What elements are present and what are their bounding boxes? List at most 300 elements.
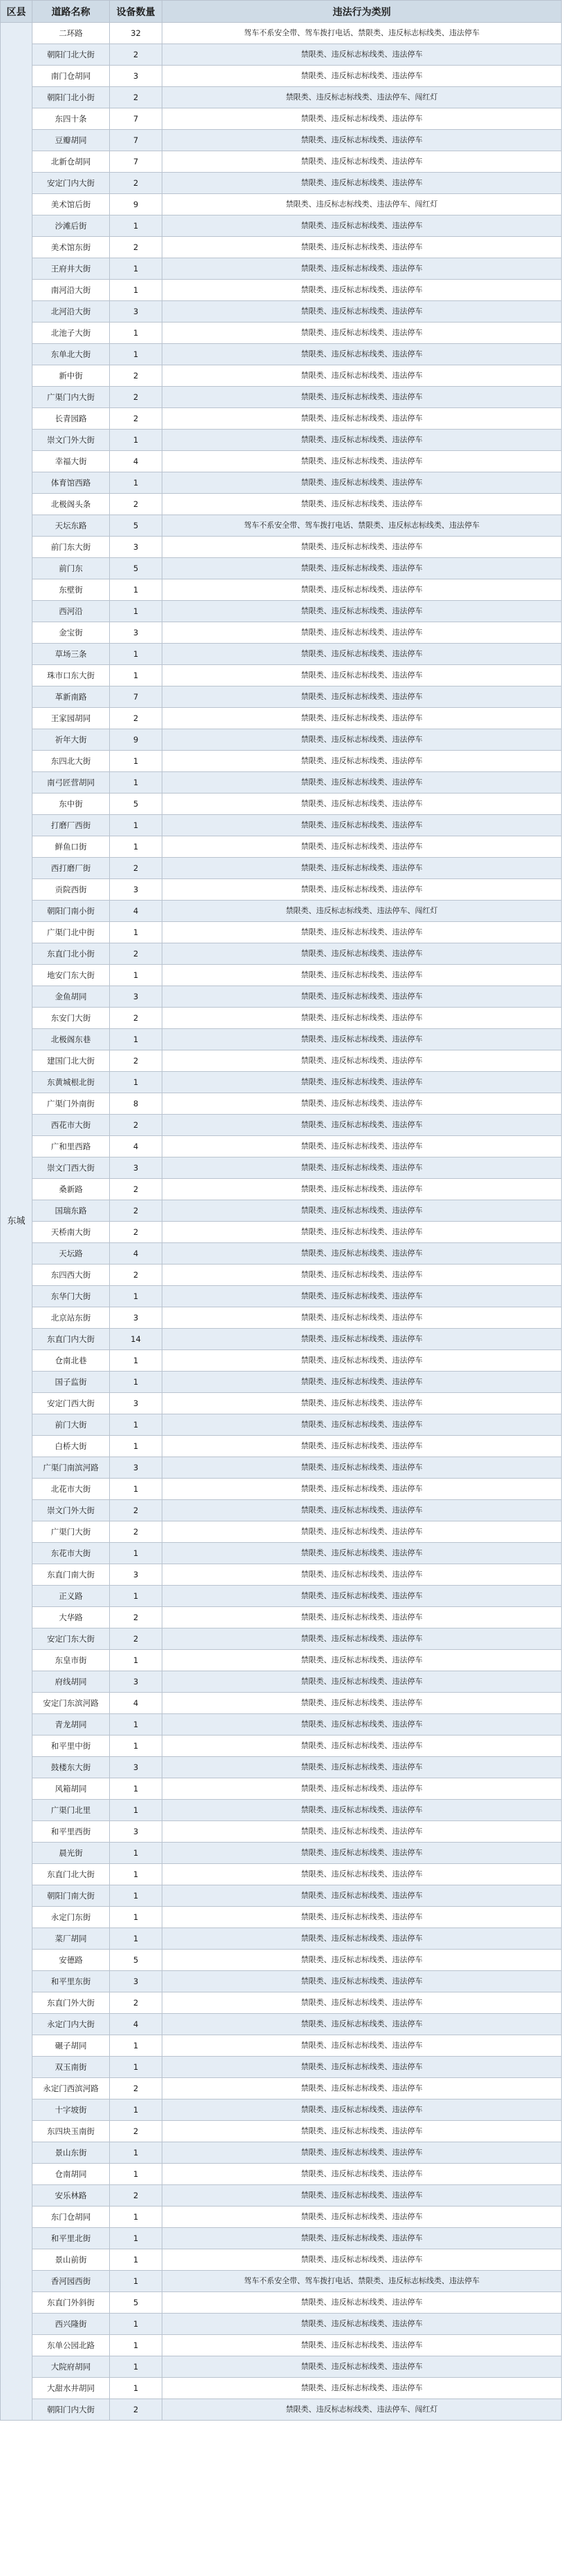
table-row (1, 1607, 562, 1628)
violation-category-cell: 禁限类、违反标志标线类、违法停车 (162, 836, 562, 858)
table-row (1, 879, 562, 901)
device-count-cell: 2 (110, 2078, 162, 2099)
violation-category-cell: 禁限类、违反标志标线类、违法停车 (162, 1800, 562, 1821)
road-name-cell: 和平里西街 (32, 1821, 110, 1843)
device-count-cell: 1 (110, 2249, 162, 2271)
violation-category-cell: 禁限类、违反标志标线类、违法停车 (162, 1414, 562, 1436)
violation-category-cell: 禁限类、违反标志标线类、违法停车 (162, 408, 562, 430)
table-row (1, 1372, 562, 1393)
table-row (1, 1821, 562, 1843)
road-name-cell: 东壁街 (32, 579, 110, 601)
table-row (1, 1757, 562, 1778)
road-name-cell: 大院府胡同 (32, 2356, 110, 2378)
device-count-cell: 3 (110, 1457, 162, 1479)
road-name-cell: 北花市大街 (32, 1479, 110, 1500)
table-row (1, 601, 562, 622)
road-name-cell: 豆瓣胡同 (32, 130, 110, 151)
device-count-cell: 1 (110, 1907, 162, 1928)
device-count-cell: 1 (110, 2314, 162, 2335)
violation-category-cell: 禁限类、违反标志标线类、违法停车 (162, 280, 562, 301)
device-count-cell: 1 (110, 215, 162, 237)
device-count-cell: 2 (110, 408, 162, 430)
table-row (1, 2249, 562, 2271)
road-name-cell: 广渠门南滨河路 (32, 1457, 110, 1479)
violation-category-cell: 禁限类、违反标志标线类、违法停车 (162, 1479, 562, 1500)
device-count-cell: 2 (110, 1115, 162, 1136)
device-count-cell: 1 (110, 1350, 162, 1372)
device-count-cell: 1 (110, 772, 162, 794)
table-row (1, 301, 562, 323)
device-count-cell: 1 (110, 815, 162, 836)
device-count-cell: 1 (110, 922, 162, 943)
road-name-cell: 安定门西大街 (32, 1393, 110, 1414)
road-name-cell: 打磨厂西街 (32, 815, 110, 836)
violation-category-cell: 驾车不系安全带、驾车拨打电话、禁限类、违反标志标线类、违法停车 (162, 23, 562, 44)
violation-category-cell: 禁限类、违反标志标线类、违法停车 (162, 1693, 562, 1714)
road-name-cell: 朝阳门北小街 (32, 87, 110, 108)
violation-category-cell: 禁限类、违反标志标线类、违法停车 (162, 1628, 562, 1650)
violation-category-cell: 禁限类、违反标志标线类、违法停车 (162, 1179, 562, 1200)
violation-category-cell: 禁限类、违反标志标线类、违法停车 (162, 2249, 562, 2271)
table-row (1, 1179, 562, 1200)
table-row (1, 365, 562, 387)
violation-category-cell: 禁限类、违反标志标线类、违法停车 (162, 451, 562, 472)
road-name-cell: 仓南胡同 (32, 2164, 110, 2185)
device-count-cell: 2 (110, 1607, 162, 1628)
road-name-cell: 东四十条 (32, 108, 110, 130)
road-name-cell: 北京站东街 (32, 1307, 110, 1329)
table-row (1, 1329, 562, 1350)
violation-category-cell: 禁限类、违反标志标线类、违法停车 (162, 2121, 562, 2142)
road-name-cell: 风箱胡同 (32, 1778, 110, 1800)
road-name-cell: 王府井大街 (32, 258, 110, 280)
road-name-cell: 和平里中街 (32, 1736, 110, 1757)
device-count-cell: 3 (110, 537, 162, 558)
table-row (1, 1992, 562, 2014)
road-name-cell: 二环路 (32, 23, 110, 44)
road-name-cell: 体育馆西路 (32, 472, 110, 494)
device-count-cell: 2 (110, 2185, 162, 2207)
table-row (1, 901, 562, 922)
table-row (1, 237, 562, 258)
violation-category-cell: 禁限类、违反标志标线类、违法停车 (162, 1050, 562, 1072)
violation-category-cell: 禁限类、违反标志标线类、违法停车 (162, 1907, 562, 1928)
violation-category-cell: 禁限类、违反标志标线类、违法停车 (162, 108, 562, 130)
violation-category-cell: 禁限类、违反标志标线类、违法停车 (162, 879, 562, 901)
violation-category-cell: 禁限类、违反标志标线类、违法停车 (162, 1564, 562, 1586)
violation-category-cell: 禁限类、违反标志标线类、违法停车 (162, 1029, 562, 1050)
violation-category-cell: 禁限类、违反标志标线类、违法停车 (162, 301, 562, 323)
table-row (1, 2399, 562, 2421)
violation-category-cell: 禁限类、违反标志标线类、违法停车 (162, 2335, 562, 2356)
table-row (1, 1350, 562, 1372)
road-name-cell: 广渠门北中街 (32, 922, 110, 943)
device-count-cell: 2 (110, 1521, 162, 1543)
device-count-cell: 2 (110, 44, 162, 66)
device-count-cell: 1 (110, 344, 162, 365)
violation-category-cell: 禁限类、违反标志标线类、违法停车 (162, 1928, 562, 1950)
device-count-cell: 1 (110, 2228, 162, 2249)
device-count-cell: 1 (110, 665, 162, 686)
road-name-cell: 金宝街 (32, 622, 110, 644)
violation-category-cell: 禁限类、违反标志标线类、违法停车 (162, 1072, 562, 1093)
road-name-cell: 崇文门外大街 (32, 1500, 110, 1521)
table-row (1, 1564, 562, 1586)
violation-category-cell: 禁限类、违反标志标线类、违法停车 (162, 558, 562, 579)
violation-category-cell: 禁限类、违反标志标线类、违法停车、闯红灯 (162, 901, 562, 922)
device-count-cell: 5 (110, 1950, 162, 1971)
violation-category-cell: 禁限类、违反标志标线类、违法停车 (162, 2164, 562, 2185)
device-count-cell: 1 (110, 644, 162, 665)
table-row (1, 66, 562, 87)
violation-category-cell: 禁限类、违反标志标线类、违法停车 (162, 1136, 562, 1157)
road-name-cell: 菜厂胡同 (32, 1928, 110, 1950)
road-name-cell: 朝阳门南小街 (32, 901, 110, 922)
violation-category-cell: 禁限类、违反标志标线类、违法停车 (162, 1586, 562, 1607)
violation-category-cell: 禁限类、违反标志标线类、违法停车 (162, 858, 562, 879)
device-count-cell: 3 (110, 1671, 162, 1693)
table-row (1, 2378, 562, 2399)
violation-category-cell: 禁限类、违反标志标线类、违法停车 (162, 965, 562, 986)
violation-category-cell: 禁限类、违反标志标线类、违法停车 (162, 387, 562, 408)
table-row (1, 258, 562, 280)
device-count-cell: 1 (110, 2335, 162, 2356)
device-count-cell: 9 (110, 729, 162, 751)
device-count-cell: 1 (110, 1436, 162, 1457)
device-count-cell: 7 (110, 108, 162, 130)
device-count-cell: 1 (110, 836, 162, 858)
violation-category-cell: 禁限类、违反标志标线类、违法停车 (162, 344, 562, 365)
device-count-cell: 3 (110, 1971, 162, 1992)
device-count-cell: 1 (110, 579, 162, 601)
table-row (1, 515, 562, 537)
device-count-cell: 2 (110, 1500, 162, 1521)
table-row (1, 922, 562, 943)
road-name-cell: 安德路 (32, 1950, 110, 1971)
table-row (1, 1521, 562, 1543)
table-row (1, 1393, 562, 1414)
table-row (1, 2035, 562, 2057)
road-name-cell: 东华门大街 (32, 1286, 110, 1307)
device-count-cell: 3 (110, 66, 162, 87)
header-district: 区县 (1, 1, 32, 23)
road-name-cell: 东花市大街 (32, 1543, 110, 1564)
table-row (1, 686, 562, 708)
header-road: 道路名称 (32, 1, 110, 23)
violation-category-cell: 禁限类、违反标志标线类、违法停车 (162, 1757, 562, 1778)
table-row (1, 558, 562, 579)
road-name-cell: 幸福大街 (32, 451, 110, 472)
device-count-cell: 1 (110, 1885, 162, 1907)
table-row (1, 2078, 562, 2099)
device-count-cell: 4 (110, 1693, 162, 1714)
violation-category-cell: 禁限类、违反标志标线类、违法停车 (162, 1500, 562, 1521)
device-count-cell: 4 (110, 1243, 162, 1265)
road-name-cell: 草场三条 (32, 644, 110, 665)
violation-category-cell: 禁限类、违反标志标线类、违法停车 (162, 1393, 562, 1414)
table-row (1, 2164, 562, 2185)
road-name-cell: 景山东街 (32, 2142, 110, 2164)
table-row (1, 1457, 562, 1479)
device-count-cell: 2 (110, 494, 162, 515)
device-count-cell: 3 (110, 1821, 162, 1843)
device-count-cell: 2 (110, 1222, 162, 1243)
violation-category-cell: 驾车不系安全带、驾车拨打电话、禁限类、违反标志标线类、违法停车 (162, 515, 562, 537)
table-row (1, 1907, 562, 1928)
violation-category-cell: 禁限类、违反标志标线类、违法停车 (162, 1543, 562, 1564)
violation-category-cell: 禁限类、违反标志标线类、违法停车 (162, 1157, 562, 1179)
table-row (1, 729, 562, 751)
road-name-cell: 东单公园北路 (32, 2335, 110, 2356)
device-count-cell: 2 (110, 1200, 162, 1222)
table-row (1, 87, 562, 108)
table-row (1, 2057, 562, 2078)
violation-category-cell: 禁限类、违反标志标线类、违法停车 (162, 665, 562, 686)
road-name-cell: 青龙胡同 (32, 1714, 110, 1736)
device-count-cell: 2 (110, 87, 162, 108)
device-count-cell: 2 (110, 173, 162, 194)
road-name-cell: 东直门北小街 (32, 943, 110, 965)
road-name-cell: 东门仓胡同 (32, 2207, 110, 2228)
table-row (1, 665, 562, 686)
road-name-cell: 西河沿 (32, 601, 110, 622)
road-name-cell: 东皇市街 (32, 1650, 110, 1671)
table-row (1, 1008, 562, 1029)
violation-category-cell: 禁限类、违反标志标线类、违法停车 (162, 2207, 562, 2228)
table-row (1, 2271, 562, 2292)
violation-category-cell: 禁限类、违反标志标线类、违法停车 (162, 2228, 562, 2249)
table-row (1, 344, 562, 365)
road-name-cell: 仓南北巷 (32, 1350, 110, 1372)
road-name-cell: 北河沿大街 (32, 301, 110, 323)
table-row (1, 2228, 562, 2249)
device-count-cell: 3 (110, 986, 162, 1008)
road-name-cell: 南弓匠营胡同 (32, 772, 110, 794)
table-row (1, 1864, 562, 1885)
violation-category-cell: 禁限类、违反标志标线类、违法停车 (162, 151, 562, 173)
road-name-cell: 建国门北大街 (32, 1050, 110, 1072)
violation-category-cell: 禁限类、违反标志标线类、违法停车 (162, 1457, 562, 1479)
table-row (1, 537, 562, 558)
table-row (1, 1671, 562, 1693)
device-count-cell: 1 (110, 1864, 162, 1885)
violation-category-cell: 禁限类、违反标志标线类、违法停车 (162, 173, 562, 194)
table-row (1, 943, 562, 965)
violation-category-cell: 禁限类、违反标志标线类、违法停车 (162, 1714, 562, 1736)
road-name-cell: 沙滩后街 (32, 215, 110, 237)
road-name-cell: 天坛路 (32, 1243, 110, 1265)
violation-category-cell: 禁限类、违反标志标线类、违法停车 (162, 922, 562, 943)
road-name-cell: 安定门东大街 (32, 1628, 110, 1650)
violation-category-cell: 禁限类、违反标志标线类、违法停车 (162, 729, 562, 751)
table-row (1, 965, 562, 986)
violation-category-cell: 禁限类、违反标志标线类、违法停车 (162, 2356, 562, 2378)
violation-category-cell: 禁限类、违反标志标线类、违法停车 (162, 430, 562, 451)
violation-category-cell: 禁限类、违反标志标线类、违法停车 (162, 2078, 562, 2099)
road-name-cell: 广渠门北里 (32, 1800, 110, 1821)
table-row (1, 23, 562, 44)
violation-category-cell: 禁限类、违反标志标线类、违法停车 (162, 237, 562, 258)
table-row (1, 1650, 562, 1671)
device-count-cell: 5 (110, 515, 162, 537)
device-count-cell: 5 (110, 794, 162, 815)
device-count-cell: 1 (110, 2378, 162, 2399)
device-count-cell: 1 (110, 1928, 162, 1950)
road-name-cell: 东直门南大街 (32, 1564, 110, 1586)
device-count-cell: 1 (110, 2142, 162, 2164)
violation-category-cell: 禁限类、违反标志标线类、违法停车 (162, 1607, 562, 1628)
violation-category-cell: 禁限类、违反标志标线类、违法停车 (162, 1329, 562, 1350)
road-name-cell: 天坛东路 (32, 515, 110, 537)
violation-category-cell: 禁限类、违反标志标线类、违法停车 (162, 1093, 562, 1115)
road-name-cell: 东中街 (32, 794, 110, 815)
road-name-cell: 广和里西路 (32, 1136, 110, 1157)
road-name-cell: 广渠门大街 (32, 1521, 110, 1543)
road-name-cell: 东四西大街 (32, 1265, 110, 1286)
road-name-cell: 长青园路 (32, 408, 110, 430)
device-count-cell: 1 (110, 2207, 162, 2228)
device-count-cell: 3 (110, 622, 162, 644)
table-row (1, 751, 562, 772)
device-count-cell: 1 (110, 1800, 162, 1821)
table-row (1, 1800, 562, 1821)
road-name-cell: 广渠门内大街 (32, 387, 110, 408)
table-row (1, 2121, 562, 2142)
violation-category-cell: 禁限类、违反标志标线类、违法停车、闯红灯 (162, 194, 562, 215)
road-name-cell: 十字坡街 (32, 2099, 110, 2121)
table-row (1, 44, 562, 66)
device-count-cell: 2 (110, 237, 162, 258)
road-name-cell: 安乐林路 (32, 2185, 110, 2207)
road-name-cell: 西打磨厂街 (32, 858, 110, 879)
violation-category-cell: 禁限类、违反标志标线类、违法停车 (162, 2014, 562, 2035)
device-count-cell: 1 (110, 430, 162, 451)
device-count-cell: 1 (110, 1029, 162, 1050)
device-count-cell: 1 (110, 1736, 162, 1757)
violation-category-cell: 禁限类、违反标志标线类、违法停车 (162, 644, 562, 665)
violation-category-cell: 禁限类、违反标志标线类、违法停车 (162, 751, 562, 772)
device-count-cell: 8 (110, 1093, 162, 1115)
violation-category-cell: 禁限类、违反标志标线类、违法停车 (162, 1950, 562, 1971)
device-count-cell: 14 (110, 1329, 162, 1350)
table-row (1, 1200, 562, 1222)
device-count-cell: 1 (110, 2271, 162, 2292)
table-row (1, 2356, 562, 2378)
road-name-cell: 北极阁头条 (32, 494, 110, 515)
table-row (1, 323, 562, 344)
device-count-cell: 3 (110, 1157, 162, 1179)
road-name-cell: 鲜鱼口街 (32, 836, 110, 858)
violation-category-cell: 禁限类、违反标志标线类、违法停车 (162, 2314, 562, 2335)
device-count-cell: 2 (110, 1628, 162, 1650)
violation-category-cell: 禁限类、违反标志标线类、违法停车 (162, 1286, 562, 1307)
road-name-cell: 北极阁东巷 (32, 1029, 110, 1050)
device-count-cell: 1 (110, 965, 162, 986)
device-count-cell: 2 (110, 1992, 162, 2014)
violation-category-cell: 禁限类、违反标志标线类、违法停车 (162, 1843, 562, 1864)
violation-category-cell: 禁限类、违反标志标线类、违法停车 (162, 1671, 562, 1693)
violation-category-cell: 禁限类、违反标志标线类、违法停车 (162, 1200, 562, 1222)
table-row (1, 494, 562, 515)
table-row (1, 408, 562, 430)
device-count-cell: 4 (110, 2014, 162, 2035)
violation-category-cell: 禁限类、违反标志标线类、违法停车 (162, 601, 562, 622)
table-row (1, 2292, 562, 2314)
road-name-cell: 东直门外斜街 (32, 2292, 110, 2314)
device-count-cell: 5 (110, 2292, 162, 2314)
device-count-cell: 1 (110, 2164, 162, 2185)
table-row (1, 1778, 562, 1800)
table-row (1, 2314, 562, 2335)
header-count: 设备数量 (110, 1, 162, 23)
road-name-cell: 和平里北街 (32, 2228, 110, 2249)
violation-category-cell: 禁限类、违反标志标线类、违法停车 (162, 1821, 562, 1843)
violation-category-cell: 禁限类、违反标志标线类、违法停车 (162, 323, 562, 344)
device-count-cell: 2 (110, 2121, 162, 2142)
violation-category-cell: 禁限类、违反标志标线类、违法停车 (162, 1778, 562, 1800)
violation-category-cell: 禁限类、违反标志标线类、违法停车 (162, 2378, 562, 2399)
road-name-cell: 前门东大街 (32, 537, 110, 558)
road-name-cell: 桑新路 (32, 1179, 110, 1200)
device-count-cell: 1 (110, 1650, 162, 1671)
road-name-cell: 安定门东滨河路 (32, 1693, 110, 1714)
device-count-cell: 1 (110, 280, 162, 301)
road-name-cell: 景山前街 (32, 2249, 110, 2271)
road-name-cell: 北新仓胡同 (32, 151, 110, 173)
device-count-cell: 4 (110, 901, 162, 922)
table-row (1, 836, 562, 858)
table-row (1, 1029, 562, 1050)
road-name-cell: 晨光街 (32, 1843, 110, 1864)
road-name-cell: 新中街 (32, 365, 110, 387)
road-name-cell: 革新南路 (32, 686, 110, 708)
road-name-cell: 西兴隆街 (32, 2314, 110, 2335)
road-name-cell: 大华路 (32, 1607, 110, 1628)
device-count-cell: 3 (110, 1393, 162, 1414)
device-count-cell: 7 (110, 151, 162, 173)
device-count-cell: 2 (110, 2399, 162, 2421)
device-count-cell: 7 (110, 130, 162, 151)
violation-category-cell: 禁限类、违反标志标线类、违法停车 (162, 472, 562, 494)
road-name-cell: 东直门内大街 (32, 1329, 110, 1350)
table-row (1, 1693, 562, 1714)
violation-category-cell: 禁限类、违反标志标线类、违法停车 (162, 1885, 562, 1907)
device-count-cell: 2 (110, 387, 162, 408)
violation-category-cell: 禁限类、违反标志标线类、违法停车 (162, 1265, 562, 1286)
table-row (1, 387, 562, 408)
violation-category-cell: 禁限类、违反标志标线类、违法停车 (162, 2035, 562, 2057)
road-name-cell: 大甜水井胡同 (32, 2378, 110, 2399)
road-name-cell: 永定门东街 (32, 1907, 110, 1928)
device-count-cell: 3 (110, 1307, 162, 1329)
violation-category-cell: 禁限类、违反标志标线类、违法停车 (162, 1350, 562, 1372)
road-name-cell: 美术馆后街 (32, 194, 110, 215)
road-name-cell: 双玉南街 (32, 2057, 110, 2078)
violation-category-cell: 禁限类、违反标志标线类、违法停车 (162, 1307, 562, 1329)
table-row (1, 430, 562, 451)
violation-category-cell: 禁限类、违反标志标线类、违法停车 (162, 772, 562, 794)
device-count-cell: 9 (110, 194, 162, 215)
header-row (1, 1, 562, 23)
device-count-cell: 3 (110, 301, 162, 323)
device-count-cell: 1 (110, 601, 162, 622)
table-row (1, 451, 562, 472)
road-name-cell: 东直门北大街 (32, 1864, 110, 1885)
device-count-cell: 1 (110, 472, 162, 494)
device-count-cell: 1 (110, 1843, 162, 1864)
device-count-cell: 2 (110, 943, 162, 965)
table-row (1, 772, 562, 794)
